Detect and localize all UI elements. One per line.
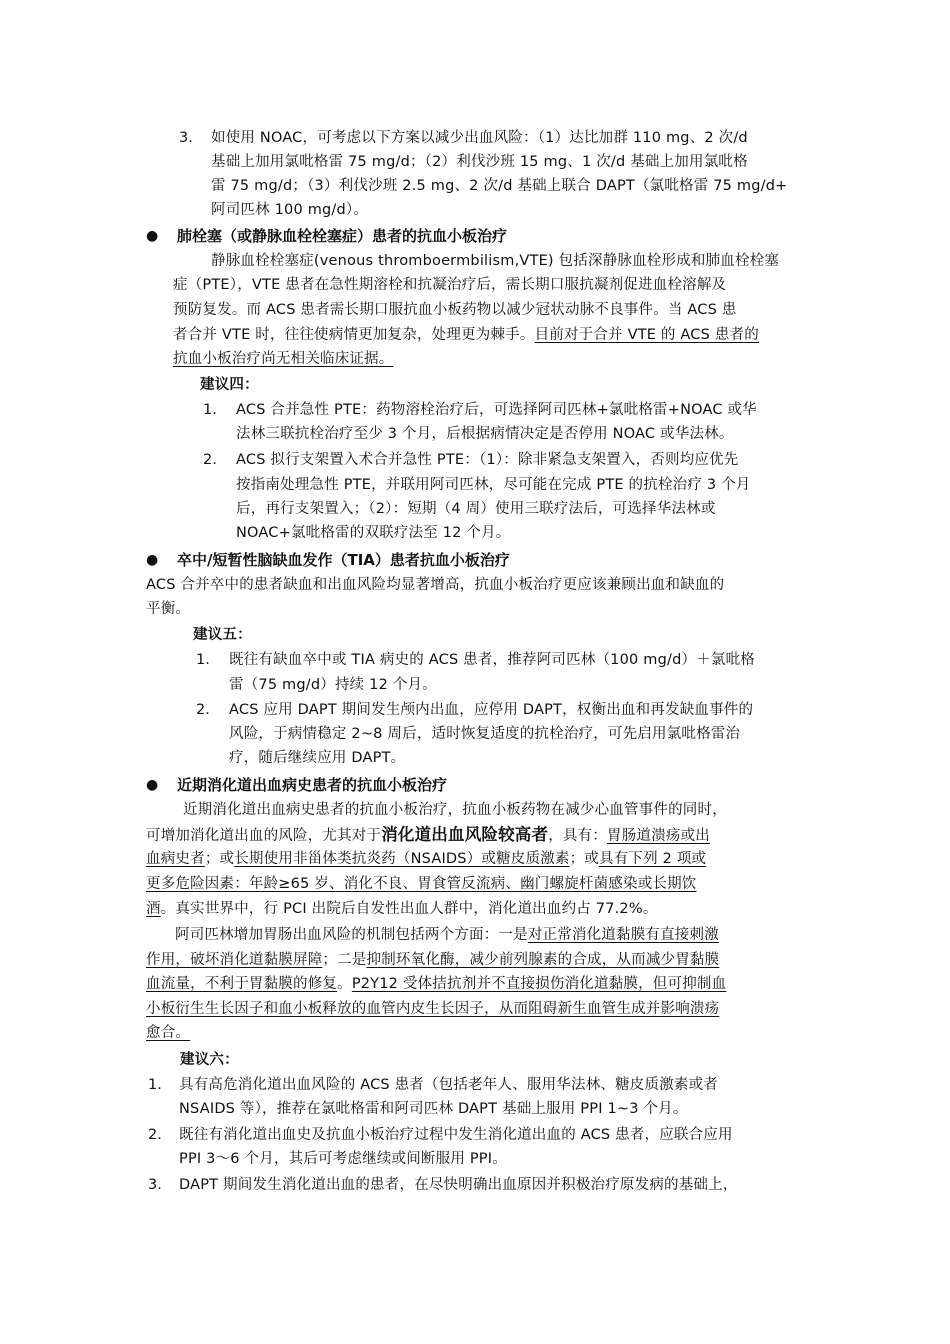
paragraph-line: 雷 75 mg/d；（3）利伐沙班 2.5 mg、2 次/d 基础上联合 DAPT（氯吡格雷 75 mg/d+ bbox=[211, 178, 788, 194]
recommendation-title: 建议四： bbox=[200, 377, 259, 393]
list-item-line: 既往有缺血卒中或 TIA 病史的 ACS 患者，推荐阿司匹林（100 mg/d）＋氯吡格 bbox=[229, 652, 755, 668]
list-item-line: ACS 拟行支架置入术合并急性 PTE：（1）：除非紧急支架置入，否则均应优先 bbox=[236, 452, 739, 468]
list-item-line: 具有高危消化道出血风险的 ACS 患者（包括老年人、服用华法林、糖皮质激素或者 bbox=[179, 1077, 719, 1093]
section-heading: 卒中/短暂性脑缺血发作（TIA）患者抗血小板治疗 bbox=[177, 551, 510, 569]
underlined-text: 对正常消化道黏膜有直接刺激 bbox=[527, 927, 719, 943]
paragraph-line: 如使用 NOAC，可考虑以下方案以减少出血风险：（1）达比加群 110 mg、2 次/d bbox=[211, 130, 748, 146]
list-number: 1. bbox=[196, 652, 210, 668]
underlined-text: 酒 bbox=[146, 901, 161, 917]
text-run: 可增加消化道出血的风险，尤其对于 bbox=[146, 828, 382, 844]
list-number: 3. bbox=[148, 1177, 162, 1193]
paragraph-line: 阿司匹林 100 mg/d）。 bbox=[211, 202, 369, 218]
list-item-line: 法林三联抗栓治疗至少 3 个月，后根据病情决定是否停用 NOAC 或华法林。 bbox=[236, 426, 734, 442]
text-run: ；二是 bbox=[322, 952, 367, 968]
paragraph-line: 静脉血栓栓塞症(venous thromboermbilism,VTE) 包括深静脉血栓形成和肺血栓栓塞 bbox=[211, 253, 780, 269]
paragraph-line bbox=[146, 972, 726, 996]
section-heading: 近期消化道出血病史患者的抗血小板治疗 bbox=[177, 776, 448, 794]
bullet-icon: ● bbox=[146, 552, 159, 568]
text-run: 阿司匹林增加胃肠出血风险的机制包括两个方面：一是 bbox=[175, 927, 528, 943]
section-heading: 肺栓塞（或静脉血栓栓塞症）患者的抗血小板治疗 bbox=[177, 227, 508, 245]
list-item-line: ACS 合并急性 PTE：药物溶栓治疗后，可选择阿司匹林+氯吡格雷+NOAC 或华 bbox=[236, 402, 757, 418]
paragraph-line: ACS 合并卒中的患者缺血和出血风险均显著增高，抗血小板治疗更应该兼顾出血和缺血的 bbox=[146, 577, 725, 593]
underlined-text: 更多危险因素：年龄≥65 岁、消化不良、胃食管反流病、幽门螺旋杆菌感染或长期饮 bbox=[146, 876, 697, 892]
underlined-text: P2Y12 受体拮抗剂并不直接损伤消化道黏膜，但可抑制血 bbox=[351, 976, 727, 992]
list-item-line: 后，再行支架置入；（2）：短期（4 周）使用三联疗法后，可选择华法林或 bbox=[236, 501, 716, 517]
paragraph-line bbox=[146, 897, 658, 921]
recommendation-title: 建议六： bbox=[180, 1052, 239, 1068]
text-run: ，具有： bbox=[548, 828, 608, 844]
list-item-line: DAPT 期间发生消化道出血的患者，在尽快明确出血原因并积极治疗原发病的基础上， bbox=[179, 1177, 738, 1193]
underlined-text: 抑制环氧化酶，减少前列腺素的合成，从而减少胃黏膜 bbox=[366, 952, 720, 968]
paragraph-line bbox=[146, 948, 719, 972]
list-item-line: 按指南处理急性 PTE，并联用阿司匹林，尽可能在完成 PTE 的抗栓治疗 3 个月 bbox=[236, 477, 751, 493]
list-number: 2. bbox=[148, 1127, 162, 1143]
list-item-line: PPI 3～6 个月，其后可考虑继续或间断服用 PPI。 bbox=[179, 1151, 507, 1167]
list-item-line: ACS 应用 DAPT 期间发生颅内出血，应停用 DAPT，权衡出血和再发缺血事件的 bbox=[229, 702, 754, 718]
bullet-icon: ● bbox=[146, 228, 159, 244]
text-run: ；或 bbox=[569, 851, 600, 867]
bullet-icon: ● bbox=[146, 777, 159, 793]
list-number: 3. bbox=[179, 130, 193, 146]
underlined-text: 抗血小板治疗尚无相关临床证据。 bbox=[173, 351, 394, 367]
underlined-text: 血流量，不利于胃黏膜的修复 bbox=[146, 976, 338, 992]
underlined-text: 具有下列 2 项或 bbox=[599, 851, 707, 867]
text-run: 。 bbox=[337, 976, 352, 992]
underlined-text: 小板衍生生长因子和血小板释放的血管内皮生长因子，从而阻碍新生血管生成并影响溃疡 bbox=[146, 1001, 720, 1017]
paragraph-line: 近期消化道出血病史患者的抗血小板治疗，抗血小板药物在减少心血管事件的同时， bbox=[183, 802, 727, 818]
paragraph-line bbox=[146, 823, 710, 848]
underlined-text: 作用，破坏消化道黏膜屏障 bbox=[146, 952, 323, 968]
list-item-line: 疗，随后继续应用 DAPT。 bbox=[229, 750, 406, 766]
paragraph-line bbox=[146, 847, 706, 871]
text-run: ；或 bbox=[204, 851, 235, 867]
list-item-line: NSAIDS 等），推荐在氯吡格雷和阿司匹林 DAPT 基础上服用 PPI 1~3 个月。 bbox=[179, 1101, 688, 1117]
underlined-text: 长期使用非甾体类抗炎药（NSAIDS）或糖皮质激素 bbox=[234, 851, 570, 867]
recommendation-title: 建议五： bbox=[193, 627, 252, 643]
list-number: 1. bbox=[203, 402, 217, 418]
text-run: 者合并 VTE 时，往往使病情更加复杂，处理更为棘手。 bbox=[173, 327, 535, 343]
list-item-line: 既往有消化道出血史及抗血小板治疗过程中发生消化道出血的 ACS 患者，应联合应用 bbox=[179, 1127, 733, 1143]
list-item-line: NOAC+氯吡格雷的双联疗法至 12 个月。 bbox=[236, 525, 511, 541]
paragraph-line: 平衡。 bbox=[146, 601, 191, 617]
paragraph-line: 症（PTE），VTE 患者在急性期溶栓和抗凝治疗后，需长期口服抗凝剂促进血栓溶解及 bbox=[173, 277, 727, 293]
list-item-line: 风险，于病情稳定 2~8 周后，适时恢复适度的抗栓治疗，可先启用氯吡格雷治 bbox=[229, 726, 741, 742]
underlined-text: 血病史者 bbox=[146, 851, 205, 867]
paragraph-line bbox=[173, 323, 759, 347]
paragraph-line: 基础上加用氯吡格雷 75 mg/d；（2）利伐沙班 15 mg、1 次/d 基础上加用氯吡格 bbox=[211, 154, 748, 170]
underlined-text: 愈合。 bbox=[146, 1025, 191, 1041]
list-number: 2. bbox=[203, 452, 217, 468]
text-run: 。真实世界中，行 PCI 出院后自发性出血人群中，消化道出血约占 77.2%。 bbox=[160, 901, 658, 917]
list-number: 1. bbox=[148, 1077, 162, 1093]
underlined-text: 胃肠道溃疡或出 bbox=[607, 828, 710, 844]
emphasis-text: 消化道出血风险较高者 bbox=[381, 825, 549, 844]
underlined-text: 目前对于合并 VTE 的 ACS 患者的 bbox=[534, 327, 759, 343]
list-item-line: 雷（75 mg/d）持续 12 个月。 bbox=[229, 677, 437, 693]
paragraph-line: 预防复发。而 ACS 患者需长期口服抗血小板药物以减少冠状动脉不良事件。当 ACS 患 bbox=[173, 302, 737, 318]
paragraph-line bbox=[175, 923, 719, 947]
list-number: 2. bbox=[196, 702, 210, 718]
